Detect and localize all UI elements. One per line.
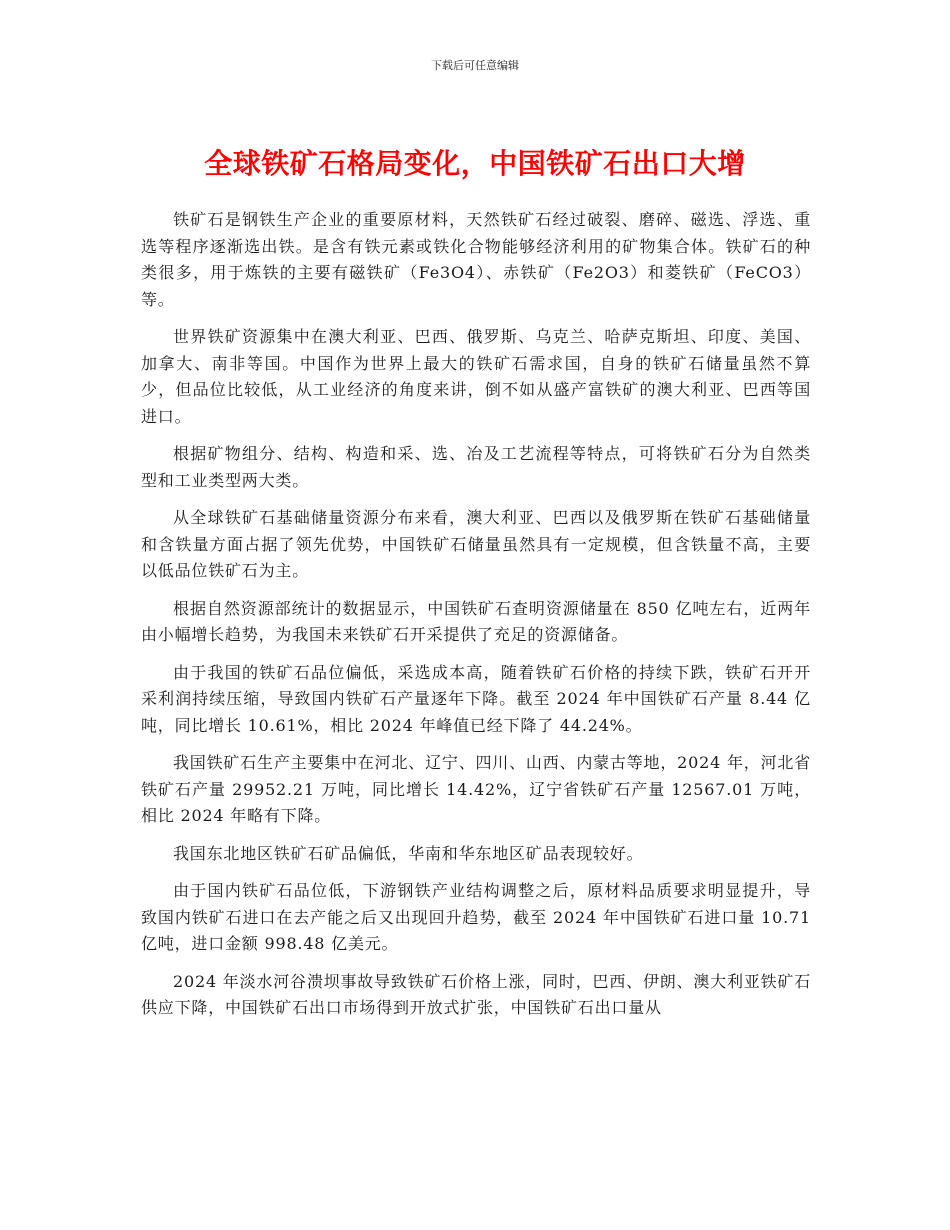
paragraph-6: 由于我国的铁矿石品位偏低，采选成本高，随着铁矿石价格的持续下跌，铁矿石开开采利润持续压缩，导致国内铁矿石产量逐年下降。截至 2024 年中国铁矿石产量 8.44 亿吨，同比增长 10.61%，相比 2024 年峰值已经下降了 44.24%。 (141, 662, 811, 735)
paragraph-1: 铁矿石是钢铁生产企业的重要原材料，天然铁矿石经过破裂、磨碎、磁选、浮选、重选等程序逐渐选出铁。是含有铁元素或铁化合物能够经济利用的矿物集合体。铁矿石的种类很多，用于炼铁的主要有磁铁矿（Fe3O4）、赤铁矿（Fe2O3）和菱铁矿（FeCO3）等。 (141, 210, 811, 309)
header-note: 下载后可任意编辑 (431, 59, 519, 72)
paragraph-2: 世界铁矿资源集中在澳大利亚、巴西、俄罗斯、乌克兰、哈萨克斯坦、印度、美国、加拿大、南非等国。中国作为世界上最大的铁矿石需求国，自身的铁矿石储量虽然不算少，但品位比较低，从工业经济的角度来讲，倒不如从盛产富铁矿的澳大利亚、巴西等国进口。 (141, 327, 811, 426)
document-body (141, 207, 811, 1033)
paragraph-7: 我国铁矿石生产主要集中在河北、辽宁、四川、山西、内蒙古等地，2024 年，河北省铁矿石产量 29952.21 万吨，同比增长 14.42%，辽宁省铁矿石产量 12567.01 万吨，相比 2024 年略有下降。 (141, 753, 811, 825)
paragraph-10: 2024 年淡水河谷溃坝事故导致铁矿石价格上涨，同时，巴西、伊朗、澳大利亚铁矿石供应下降，中国铁矿石出口市场得到开放式扩张，中国铁矿石出口量从 (141, 971, 811, 1017)
paragraph-5: 根据自然资源部统计的数据显示，中国铁矿石查明资源储量在 850 亿吨左右，近两年由小幅增长趋势，为我国未来铁矿石开采提供了充足的资源储备。 (141, 598, 811, 644)
paragraph-9: 由于国内铁矿石品位低，下游钢铁产业结构调整之后，原材料品质要求明显提升，导致国内铁矿石进口在去产能之后又出现回升趋势，截至 2024 年中国铁矿石进口量 10.71 亿吨，进口金额 998.48 亿美元。 (141, 881, 811, 953)
paragraph-4: 从全球铁矿石基础储量资源分布来看，澳大利亚、巴西以及俄罗斯在铁矿石基础储量和含铁量方面占据了领先优势，中国铁矿石储量虽然具有一定规模，但含铁量不高，主要以低品位铁矿石为主。 (141, 508, 811, 580)
paragraph-3: 根据矿物组分、结构、构造和采、选、冶及工艺流程等特点，可将铁矿石分为自然类型和工业类型两大类。 (141, 444, 811, 490)
document-title: 全球铁矿石格局变化，中国铁矿石出口大增 (204, 147, 746, 180)
paragraph-8: 我国东北地区铁矿石矿品偏低，华南和华东地区矿品表现较好。 (173, 843, 644, 863)
